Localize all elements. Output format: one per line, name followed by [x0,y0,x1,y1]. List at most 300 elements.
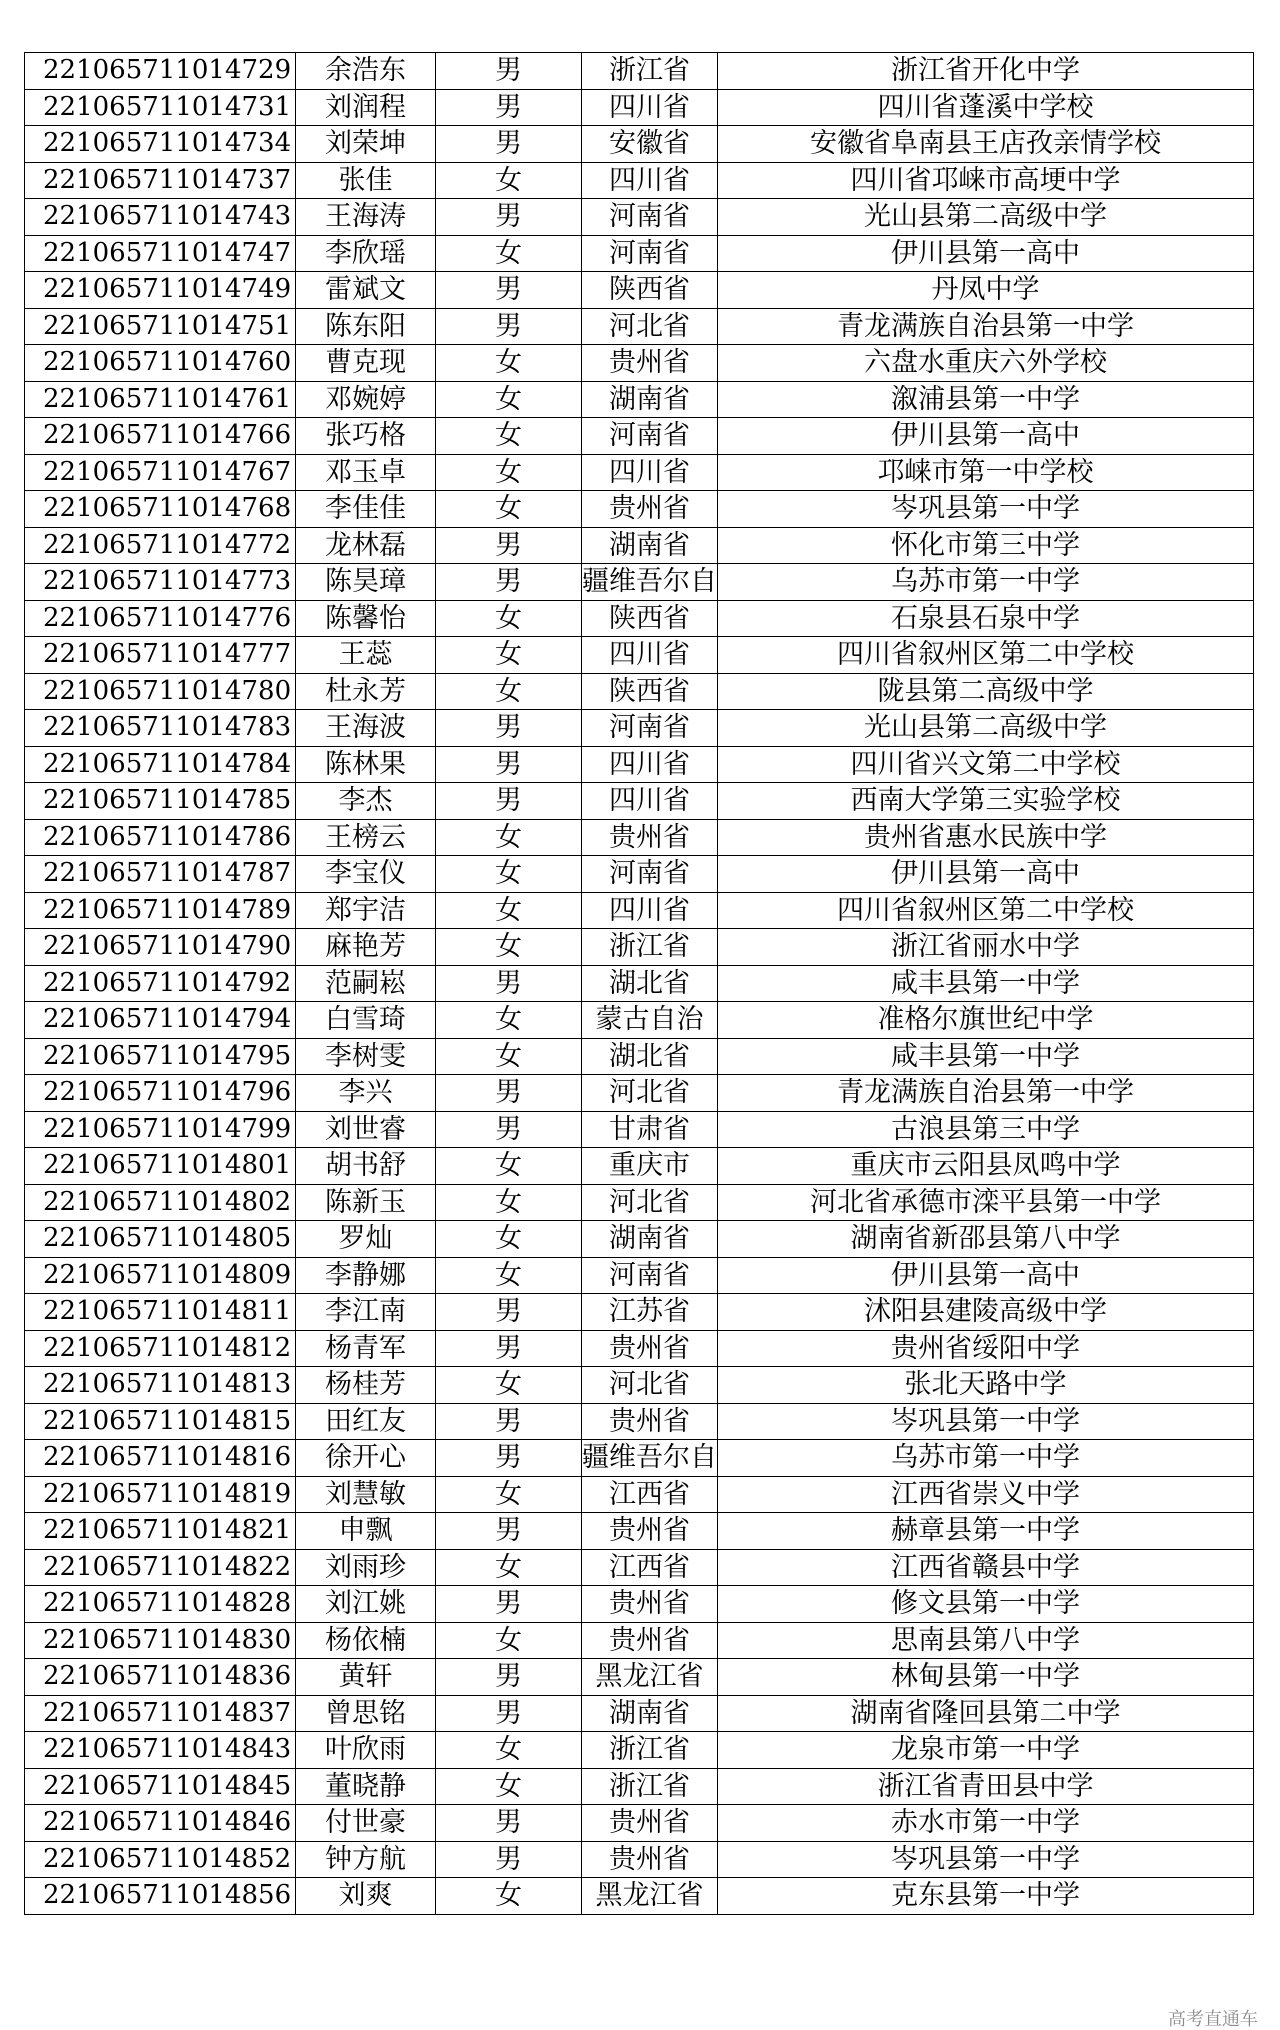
gender-cell: 女 [436,418,582,455]
school-cell: 浙江省丽水中学 [718,929,1254,966]
name-cell: 黄轩 [296,1659,436,1696]
table-row [25,819,1254,856]
student-id-cell: 221065711014786 [25,819,296,856]
province-cell: 湖北省 [582,1038,718,1075]
gender-cell: 男 [436,1805,582,1842]
table-row [25,162,1254,199]
gender-cell: 男 [436,1841,582,1878]
gender-cell: 男 [436,1513,582,1550]
name-cell: 罗灿 [296,1221,436,1258]
gender-cell: 男 [436,1586,582,1623]
name-cell: 范嗣崧 [296,965,436,1002]
table-row [25,199,1254,236]
name-cell: 付世豪 [296,1805,436,1842]
province-cell: 陕西省 [582,272,718,309]
name-cell: 郑宇洁 [296,892,436,929]
table-row [25,381,1254,418]
name-cell: 张佳 [296,162,436,199]
gender-cell: 女 [436,1221,582,1258]
student-id-cell: 221065711014821 [25,1513,296,1550]
gender-cell: 男 [436,710,582,747]
table-row [25,1111,1254,1148]
province-cell: 湖南省 [582,381,718,418]
gender-cell: 女 [436,892,582,929]
student-id-cell: 221065711014737 [25,162,296,199]
school-cell: 岑巩县第一中学 [718,1841,1254,1878]
table-row [25,929,1254,966]
province-cell: 贵州省 [582,1513,718,1550]
gender-cell: 男 [436,783,582,820]
student-id-cell: 221065711014767 [25,454,296,491]
school-cell: 江西省崇义中学 [718,1476,1254,1513]
province-cell: 贵州省 [582,1622,718,1659]
table-row [25,746,1254,783]
province-cell: 贵州省 [582,819,718,856]
student-id-cell: 221065711014795 [25,1038,296,1075]
name-cell: 刘雨珍 [296,1549,436,1586]
school-cell: 伊川县第一高中 [718,418,1254,455]
name-cell: 邓婉婷 [296,381,436,418]
province-cell: 湖南省 [582,1221,718,1258]
school-cell: 石泉县石泉中学 [718,600,1254,637]
school-cell: 河北省承德市滦平县第一中学 [718,1184,1254,1221]
school-cell: 陇县第二高级中学 [718,673,1254,710]
name-cell: 龙林磊 [296,527,436,564]
school-cell: 思南县第八中学 [718,1622,1254,1659]
table-row [25,1622,1254,1659]
school-cell: 四川省蓬溪中学校 [718,89,1254,126]
gender-cell: 女 [436,819,582,856]
gender-cell: 女 [436,637,582,674]
name-cell: 刘慧敏 [296,1476,436,1513]
school-cell: 修文县第一中学 [718,1586,1254,1623]
school-cell: 溆浦县第一中学 [718,381,1254,418]
student-id-cell: 221065711014789 [25,892,296,929]
table-row [25,1476,1254,1513]
province-cell: 贵州省 [582,1841,718,1878]
school-cell: 龙泉市第一中学 [718,1732,1254,1769]
table-row [25,235,1254,272]
table-row [25,1148,1254,1185]
gender-cell: 女 [436,600,582,637]
student-id-cell: 221065711014846 [25,1805,296,1842]
student-id-cell: 221065711014761 [25,381,296,418]
student-id-cell: 221065711014822 [25,1549,296,1586]
student-id-cell: 221065711014815 [25,1403,296,1440]
name-cell: 王海涛 [296,199,436,236]
name-cell: 曾思铭 [296,1695,436,1732]
name-cell: 李江南 [296,1294,436,1331]
student-id-cell: 221065711014780 [25,673,296,710]
province-cell: 蒙古自治 [582,1002,718,1039]
name-cell: 董晓静 [296,1768,436,1805]
gender-cell: 男 [436,89,582,126]
table-row [25,1513,1254,1550]
province-cell: 湖北省 [582,965,718,1002]
province-cell: 安徽省 [582,126,718,163]
table-row [25,1732,1254,1769]
province-cell: 贵州省 [582,1403,718,1440]
province-cell: 江西省 [582,1476,718,1513]
gender-cell: 女 [436,1038,582,1075]
table-row [25,965,1254,1002]
student-id-cell: 221065711014801 [25,1148,296,1185]
student-id-cell: 221065711014830 [25,1622,296,1659]
province-cell: 河北省 [582,1075,718,1112]
province-cell: 贵州省 [582,345,718,382]
student-id-cell: 221065711014751 [25,308,296,345]
table-row [25,1038,1254,1075]
school-cell: 克东县第一中学 [718,1878,1254,1915]
province-cell: 贵州省 [582,1805,718,1842]
province-cell: 湖南省 [582,527,718,564]
watermark-text: 高考直通车 [1168,2009,1258,2030]
province-cell: 河北省 [582,308,718,345]
table-row [25,1841,1254,1878]
school-cell: 赤水市第一中学 [718,1805,1254,1842]
table-row [25,491,1254,528]
province-cell: 江西省 [582,1549,718,1586]
table-row [25,1586,1254,1623]
table-row [25,272,1254,309]
province-cell: 贵州省 [582,1586,718,1623]
table-body [25,53,1254,1915]
province-cell: 疆维吾尔自 [582,1440,718,1477]
gender-cell: 男 [436,1294,582,1331]
student-id-cell: 221065711014843 [25,1732,296,1769]
school-cell: 乌苏市第一中学 [718,564,1254,601]
gender-cell: 女 [436,381,582,418]
school-cell: 张北天路中学 [718,1367,1254,1404]
gender-cell: 男 [436,746,582,783]
student-id-cell: 221065711014837 [25,1695,296,1732]
name-cell: 王榜云 [296,819,436,856]
province-cell: 四川省 [582,89,718,126]
school-cell: 湖南省隆回县第二中学 [718,1695,1254,1732]
school-cell: 西南大学第三实验学校 [718,783,1254,820]
gender-cell: 女 [436,1732,582,1769]
gender-cell: 男 [436,308,582,345]
name-cell: 王海波 [296,710,436,747]
student-id-cell: 221065711014796 [25,1075,296,1112]
gender-cell: 男 [436,1440,582,1477]
province-cell: 河北省 [582,1367,718,1404]
name-cell: 刘润程 [296,89,436,126]
gender-cell: 男 [436,1075,582,1112]
province-cell: 黑龙江省 [582,1878,718,1915]
student-id-cell: 221065711014785 [25,783,296,820]
province-cell: 陕西省 [582,600,718,637]
table-row [25,1294,1254,1331]
gender-cell: 女 [436,162,582,199]
student-id-cell: 221065711014794 [25,1002,296,1039]
school-cell: 六盘水重庆六外学校 [718,345,1254,382]
school-cell: 林甸县第一中学 [718,1659,1254,1696]
student-id-cell: 221065711014856 [25,1878,296,1915]
table-row [25,1659,1254,1696]
school-cell: 赫章县第一中学 [718,1513,1254,1550]
name-cell: 刘江姚 [296,1586,436,1623]
name-cell: 王蕊 [296,637,436,674]
name-cell: 雷斌文 [296,272,436,309]
gender-cell: 男 [436,1330,582,1367]
student-id-cell: 221065711014819 [25,1476,296,1513]
gender-cell: 女 [436,1549,582,1586]
gender-cell: 男 [436,199,582,236]
school-cell: 乌苏市第一中学 [718,1440,1254,1477]
province-cell: 贵州省 [582,1330,718,1367]
gender-cell: 女 [436,673,582,710]
student-id-cell: 221065711014777 [25,637,296,674]
table-row [25,673,1254,710]
student-id-cell: 221065711014802 [25,1184,296,1221]
table-row [25,1878,1254,1915]
school-cell: 咸丰县第一中学 [718,965,1254,1002]
student-id-cell: 221065711014790 [25,929,296,966]
table-row [25,53,1254,90]
province-cell: 浙江省 [582,1768,718,1805]
name-cell: 杨青军 [296,1330,436,1367]
table-row [25,1367,1254,1404]
student-id-cell: 221065711014836 [25,1659,296,1696]
student-id-cell: 221065711014760 [25,345,296,382]
gender-cell: 男 [436,126,582,163]
school-cell: 伊川县第一高中 [718,856,1254,893]
table-row [25,1549,1254,1586]
name-cell: 杨桂芳 [296,1367,436,1404]
table-row [25,1221,1254,1258]
student-id-cell: 221065711014772 [25,527,296,564]
province-cell: 江苏省 [582,1294,718,1331]
table-row [25,527,1254,564]
name-cell: 陈昊璋 [296,564,436,601]
school-cell: 贵州省惠水民族中学 [718,819,1254,856]
table-row [25,1184,1254,1221]
province-cell: 河南省 [582,710,718,747]
province-cell: 河南省 [582,418,718,455]
student-id-cell: 221065711014805 [25,1221,296,1258]
province-cell: 四川省 [582,746,718,783]
table-row [25,600,1254,637]
table-row [25,564,1254,601]
school-cell: 安徽省阜南县王店孜亲情学校 [718,126,1254,163]
name-cell: 曹克现 [296,345,436,382]
student-id-cell: 221065711014845 [25,1768,296,1805]
name-cell: 刘爽 [296,1878,436,1915]
school-cell: 湖南省新邵县第八中学 [718,1221,1254,1258]
gender-cell: 男 [436,965,582,1002]
school-cell: 青龙满族自治县第一中学 [718,308,1254,345]
province-cell: 河南省 [582,856,718,893]
student-id-cell: 221065711014743 [25,199,296,236]
gender-cell: 男 [436,1403,582,1440]
name-cell: 徐开心 [296,1440,436,1477]
table-row [25,1075,1254,1112]
student-id-cell: 221065711014768 [25,491,296,528]
table-row [25,1440,1254,1477]
province-cell: 四川省 [582,892,718,929]
province-cell: 四川省 [582,162,718,199]
table-row [25,126,1254,163]
student-id-cell: 221065711014747 [25,235,296,272]
table-row [25,1768,1254,1805]
student-id-cell: 221065711014799 [25,1111,296,1148]
name-cell: 申飘 [296,1513,436,1550]
gender-cell: 男 [436,1659,582,1696]
school-cell: 准格尔旗世纪中学 [718,1002,1254,1039]
student-id-cell: 221065711014784 [25,746,296,783]
gender-cell: 男 [436,272,582,309]
gender-cell: 女 [436,1622,582,1659]
province-cell: 浙江省 [582,1732,718,1769]
province-cell: 甘肃省 [582,1111,718,1148]
name-cell: 麻艳芳 [296,929,436,966]
school-cell: 沭阳县建陵高级中学 [718,1294,1254,1331]
table-row [25,856,1254,893]
province-cell: 浙江省 [582,53,718,90]
province-cell: 疆维吾尔自 [582,564,718,601]
name-cell: 刘荣坤 [296,126,436,163]
school-cell: 岑巩县第一中学 [718,1403,1254,1440]
province-cell: 河北省 [582,1184,718,1221]
student-list-table [24,52,1254,1915]
name-cell: 李欣瑶 [296,235,436,272]
name-cell: 陈馨怡 [296,600,436,637]
name-cell: 李杰 [296,783,436,820]
name-cell: 张巧格 [296,418,436,455]
gender-cell: 女 [436,1184,582,1221]
gender-cell: 女 [436,345,582,382]
school-cell: 岑巩县第一中学 [718,491,1254,528]
school-cell: 贵州省绥阳中学 [718,1330,1254,1367]
school-cell: 怀化市第三中学 [718,527,1254,564]
province-cell: 黑龙江省 [582,1659,718,1696]
name-cell: 李兴 [296,1075,436,1112]
table-row [25,308,1254,345]
province-cell: 四川省 [582,637,718,674]
student-id-cell: 221065711014852 [25,1841,296,1878]
student-id-cell: 221065711014812 [25,1330,296,1367]
student-id-cell: 221065711014729 [25,53,296,90]
name-cell: 李静娜 [296,1257,436,1294]
table-row [25,1257,1254,1294]
province-cell: 四川省 [582,783,718,820]
student-id-cell: 221065711014792 [25,965,296,1002]
name-cell: 陈林果 [296,746,436,783]
name-cell: 钟方航 [296,1841,436,1878]
province-cell: 河南省 [582,199,718,236]
school-cell: 四川省叙州区第二中学校 [718,637,1254,674]
name-cell: 杜永芳 [296,673,436,710]
table-row [25,1805,1254,1842]
gender-cell: 男 [436,527,582,564]
student-id-cell: 221065711014773 [25,564,296,601]
student-id-cell: 221065711014787 [25,856,296,893]
gender-cell: 男 [436,1111,582,1148]
school-cell: 浙江省开化中学 [718,53,1254,90]
province-cell: 河南省 [582,235,718,272]
gender-cell: 女 [436,1768,582,1805]
school-cell: 四川省兴文第二中学校 [718,746,1254,783]
gender-cell: 女 [436,1148,582,1185]
name-cell: 邓玉卓 [296,454,436,491]
province-cell: 陕西省 [582,673,718,710]
student-id-cell: 221065711014828 [25,1586,296,1623]
table-row [25,345,1254,382]
name-cell: 李宝仪 [296,856,436,893]
gender-cell: 女 [436,454,582,491]
province-cell: 浙江省 [582,929,718,966]
gender-cell: 女 [436,235,582,272]
name-cell: 李树雯 [296,1038,436,1075]
name-cell: 白雪琦 [296,1002,436,1039]
table-row [25,783,1254,820]
province-cell: 湖南省 [582,1695,718,1732]
gender-cell: 女 [436,1257,582,1294]
gender-cell: 女 [436,1367,582,1404]
gender-cell: 男 [436,564,582,601]
student-id-cell: 221065711014766 [25,418,296,455]
school-cell: 丹凤中学 [718,272,1254,309]
table-row [25,89,1254,126]
table-row [25,1330,1254,1367]
table-row [25,1403,1254,1440]
name-cell: 余浩东 [296,53,436,90]
table-row [25,1695,1254,1732]
name-cell: 田红友 [296,1403,436,1440]
gender-cell: 女 [436,929,582,966]
name-cell: 陈新玉 [296,1184,436,1221]
name-cell: 胡书舒 [296,1148,436,1185]
gender-cell: 女 [436,1476,582,1513]
student-id-cell: 221065711014734 [25,126,296,163]
school-cell: 伊川县第一高中 [718,235,1254,272]
name-cell: 叶欣雨 [296,1732,436,1769]
province-cell: 河南省 [582,1257,718,1294]
student-id-cell: 221065711014731 [25,89,296,126]
province-cell: 贵州省 [582,491,718,528]
table-row [25,637,1254,674]
gender-cell: 女 [436,1878,582,1915]
school-cell: 四川省叙州区第二中学校 [718,892,1254,929]
school-cell: 咸丰县第一中学 [718,1038,1254,1075]
table-row [25,710,1254,747]
student-id-cell: 221065711014749 [25,272,296,309]
province-cell: 重庆市 [582,1148,718,1185]
school-cell: 光山县第二高级中学 [718,710,1254,747]
name-cell: 杨依楠 [296,1622,436,1659]
name-cell: 李佳佳 [296,491,436,528]
table-row [25,418,1254,455]
province-cell: 四川省 [582,454,718,491]
gender-cell: 男 [436,53,582,90]
school-cell: 光山县第二高级中学 [718,199,1254,236]
gender-cell: 女 [436,491,582,528]
gender-cell: 男 [436,1695,582,1732]
student-id-cell: 221065711014776 [25,600,296,637]
table-row [25,1002,1254,1039]
student-id-cell: 221065711014813 [25,1367,296,1404]
table-row [25,892,1254,929]
school-cell: 四川省邛崃市高埂中学 [718,162,1254,199]
name-cell: 陈东阳 [296,308,436,345]
student-id-cell: 221065711014783 [25,710,296,747]
student-id-cell: 221065711014816 [25,1440,296,1477]
school-cell: 重庆市云阳县凤鸣中学 [718,1148,1254,1185]
gender-cell: 女 [436,1002,582,1039]
school-cell: 浙江省青田县中学 [718,1768,1254,1805]
school-cell: 古浪县第三中学 [718,1111,1254,1148]
